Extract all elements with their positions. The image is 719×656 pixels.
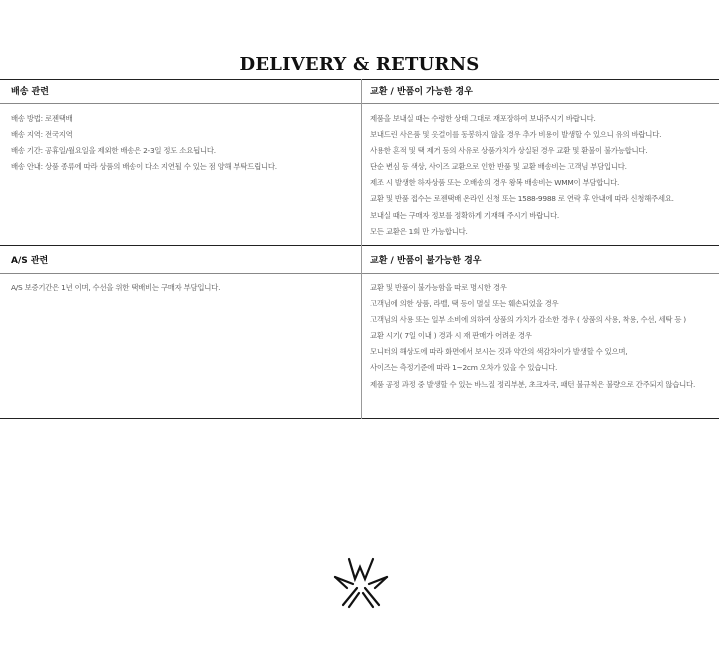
list-item: 사용한 흔적 및 택 제거 등의 사유로 상품가치가 상실된 경우 교환 및 환불이 불가능합니다. [370, 146, 648, 156]
header-divider [0, 273, 719, 274]
header-divider [0, 103, 719, 104]
delivery-heading: 배송 관련 [11, 87, 49, 97]
list-item: 제품 공정 과정 중 발생할 수 있는 바느질 정리부분, 초크자국, 패턴 불규칙은 불량으로 간주되지 않습니다. [370, 379, 696, 389]
section-divider [0, 245, 719, 246]
table-bottom-border [0, 418, 719, 419]
list-item: 제품을 보내실 때는 수령한 상태 그대로 재포장하여 보내주시기 바랍니다. [370, 114, 596, 123]
list-item: 배송 방법: 로젠택배 [11, 114, 73, 123]
delivery-list [11, 111, 277, 175]
list-item: 교환 및 반품 접수는 로젠택배 온라인 신청 또는 1588-9988 로 연락 후 안내에 따라 신청해주세요. [370, 194, 674, 204]
list-item: 고객님에 의한 상품, 라벨, 택 등이 멸실 또는 훼손되었을 경우 [370, 299, 559, 309]
list-item: 단순 변심 등 색상, 사이즈 교환으로 인한 반품 및 교환 배송비는 고객님 부담입니다. [370, 162, 627, 172]
list-item: 배송 지역: 전국지역 [11, 130, 73, 140]
brand-star-logo-icon [331, 555, 391, 611]
exchange-impossible-list [370, 280, 695, 393]
page-title: DELIVERY & RETURNS [239, 54, 480, 75]
list-item: 교환 시기( 7일 이내 ) 경과 시 재 판매가 어려운 경우 [370, 331, 532, 341]
exchange-possible-heading: 교환 / 반품이 가능한 경우 [370, 87, 473, 97]
list-item: 제조 시 발생한 하자상품 또는 오배송의 경우 왕복 배송비는 WMM이 부담합니다. [370, 178, 620, 188]
exchange-possible-list [370, 111, 674, 240]
as-heading: A/S 관련 [11, 256, 49, 266]
list-item: 고객님의 사용 또는 일부 소비에 의하여 상품의 가치가 감소한 경우 ( 상품의 사용, 착용, 수선, 세탁 등 ) [370, 315, 686, 325]
list-item: 교환 및 반품이 불가능함을 따로 명시한 경우 [370, 283, 507, 292]
table-top-border [0, 79, 719, 80]
as-list [11, 280, 220, 296]
info-table [0, 79, 719, 419]
list-item: A/S 보증기간은 1년 이며, 수선을 위한 택배비는 구매자 부담입니다. [11, 283, 221, 292]
column-divider [361, 79, 362, 419]
list-item: 배송 안내: 상품 종류에 따라 상품의 배송이 다소 지연될 수 있는 점 양해 부탁드립니다. [11, 162, 277, 172]
exchange-impossible-heading: 교환 / 반품이 불가능한 경우 [370, 256, 482, 266]
list-item: 보내실 때는 구매자 정보를 정확하게 기재해 주시기 바랍니다. [370, 210, 560, 220]
list-item: 사이즈는 측정기준에 따라 1~2cm 오차가 있을 수 있습니다. [370, 363, 558, 373]
list-item: 모니터의 해상도에 따라 화면에서 보시는 것과 약간의 색감차이가 발생할 수 있으며, [370, 347, 628, 357]
list-item: 보내드린 사은품 및 옷걸이를 동봉하지 않을 경우 추가 비용이 발생할 수 있으니 유의 바랍니다. [370, 130, 662, 140]
list-item: 모든 교환은 1회 만 가능합니다. [370, 226, 468, 236]
list-item: 배송 기간: 공휴일/월요일을 제외한 배송은 2-3일 정도 소요됩니다. [11, 146, 216, 156]
